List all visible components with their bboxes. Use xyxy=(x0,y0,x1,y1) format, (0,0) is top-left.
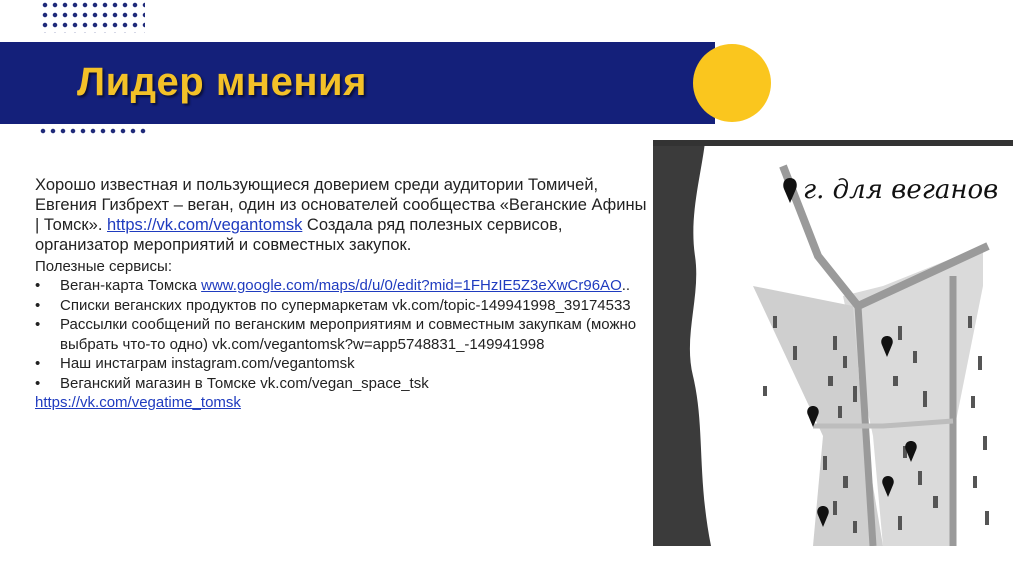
slide-title: Лидер мнения xyxy=(77,60,367,104)
list-item xyxy=(35,374,655,394)
intro-text: Хорошо известная и пользующиеся доверием среди аудитории Томичей, Евгения Гизбрехт – веган, один из основателей сообщества «Веганские Афины | Томск». xyxy=(35,176,647,234)
service-text: Рассылки сообщений по веганским мероприятиям и совместным закупкам (можно выбрать что-то одно) vk.com/vegantomsk?w=app5748831_-149941998 xyxy=(60,316,637,353)
service-text: Наш инстаграм instagram.com/vegantomsk xyxy=(60,355,355,372)
list-item xyxy=(35,315,655,354)
vegan-map-image xyxy=(653,136,1013,546)
decorative-dots-bottom xyxy=(38,126,150,138)
list-item xyxy=(35,354,655,374)
map-top-border xyxy=(653,140,1013,146)
intro-text-2: Создала ряд полезных сервисов, организатор мероприятий и совместных закупок. xyxy=(35,216,563,254)
service-text: Веган-карта Томска xyxy=(60,277,202,294)
service-suffix: .. xyxy=(621,277,631,294)
vegan-map-link[interactable]: www.google.com/maps/d/u/0/edit?mid=1FHzIE5Z3eXwCr96AO xyxy=(201,277,622,294)
decorative-dots-top xyxy=(40,0,145,33)
list-item xyxy=(35,296,655,316)
services-heading: Полезные сервисы: xyxy=(35,258,172,275)
vegatime-link[interactable]: https://vk.com/vegatime_tomsk xyxy=(35,394,241,411)
content-text xyxy=(35,175,655,413)
intro-paragraph xyxy=(35,175,655,255)
vegantomsk-link[interactable]: https://vk.com/vegantomsk xyxy=(107,216,303,234)
services-list xyxy=(35,276,655,393)
service-text: Веганский магазин в Томске vk.com/vegan_space_tsk xyxy=(60,374,429,392)
service-text: Списки веганских продуктов по супермаркетам vk.com/topic-149941998_39174533 xyxy=(60,296,631,314)
map-caption: г. для веганов xyxy=(803,175,999,205)
list-item xyxy=(35,276,655,296)
accent-circle xyxy=(693,44,771,122)
